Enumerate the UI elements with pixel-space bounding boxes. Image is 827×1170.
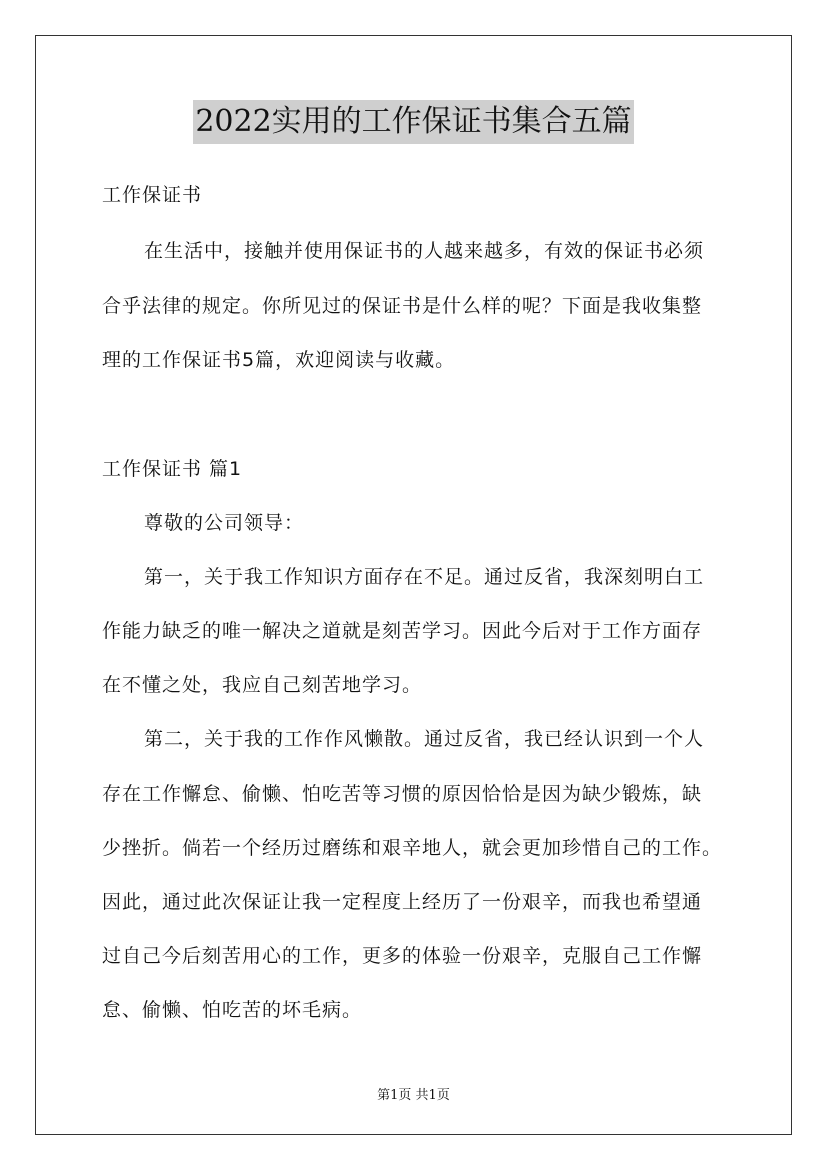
paragraph1-line-1: 第一，关于我工作知识方面存在不足。通过反省，我深刻明白工 — [144, 566, 705, 588]
section-heading: 工作保证书 — [102, 184, 203, 206]
document-title: 2022实用的工作保证书集合五篇 — [193, 100, 633, 144]
paragraph2-line-1: 第二，关于我的工作作风懒散。通过反省，我已经认识到一个人 — [144, 728, 705, 750]
page-number-footer: 第1页 共1页 — [377, 1088, 450, 1103]
intro-line-3: 理的工作保证书5篇，欢迎阅读与收藏。 — [102, 349, 456, 371]
article-heading: 工作保证书 篇1 — [102, 458, 243, 480]
salutation: 尊敬的公司领导： — [144, 512, 305, 534]
intro-line-1: 在生活中，接触并使用保证书的人越来越多，有效的保证书必须 — [144, 240, 705, 262]
paragraph2-line-4: 因此，通过此次保证让我一定程度上经历了一份艰辛，而我也希望通 — [102, 891, 703, 913]
paragraph2-line-3: 少挫折。倘若一个经历过磨练和艰辛地人，就会更加珍惜自己的工作。 — [102, 837, 723, 859]
paragraph2-line-5: 过自己今后刻苦用心的工作，更多的体验一份艰辛，克服自己工作懈 — [102, 945, 703, 967]
paragraph2-line-6: 怠、偷懒、怕吃苦的坏毛病。 — [102, 999, 363, 1021]
intro-line-2: 合乎法律的规定。你所见过的保证书是什么样的呢？下面是我收集整 — [102, 295, 703, 317]
paragraph2-line-2: 存在工作懈怠、偷懒、怕吃苦等习惯的原因恰恰是因为缺少锻炼，缺 — [102, 783, 703, 805]
paragraph1-line-2: 作能力缺乏的唯一解决之道就是刻苦学习。因此今后对于工作方面存 — [102, 620, 703, 642]
paragraph1-line-3: 在不懂之处，我应自己刻苦地学习。 — [102, 674, 423, 696]
title-container — [0, 100, 827, 144]
